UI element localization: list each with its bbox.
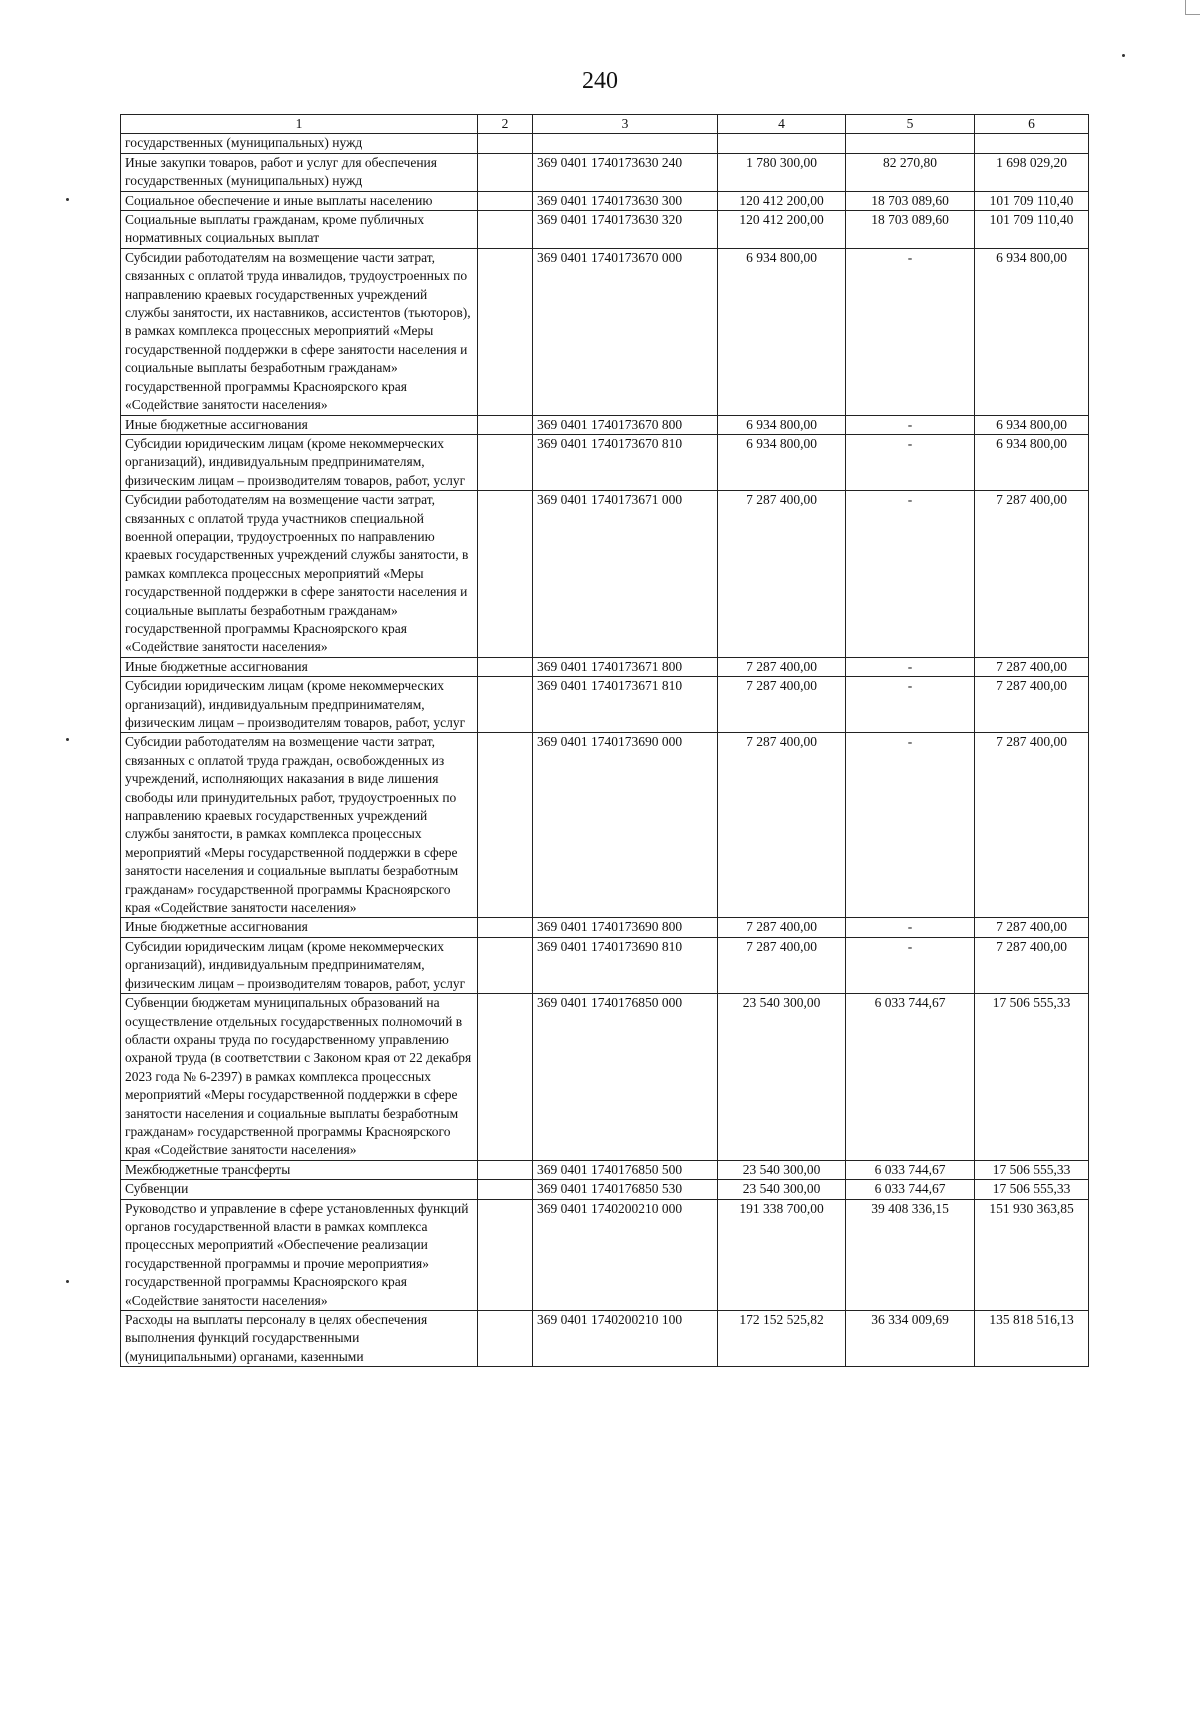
remaining-amount-cell: 151 930 363,85: [975, 1199, 1089, 1310]
remaining-amount-cell: 17 506 555,33: [975, 994, 1089, 1161]
approved-amount-cell: 6 934 800,00: [718, 434, 846, 490]
table-row: [121, 415, 1089, 434]
row-col2-cell: [478, 248, 533, 415]
row-col2-cell: [478, 1180, 533, 1199]
page-edge-mark: [1185, 0, 1200, 15]
table-row: [121, 1311, 1089, 1367]
approved-amount-cell: 23 540 300,00: [718, 994, 846, 1161]
remaining-amount-cell: 101 709 110,40: [975, 191, 1089, 210]
remaining-amount-cell: 7 287 400,00: [975, 677, 1089, 733]
row-col2-cell: [478, 211, 533, 249]
row-name-cell: Межбюджетные трансферты: [121, 1160, 478, 1179]
scan-speck: [66, 1280, 69, 1283]
executed-amount-cell: -: [846, 918, 975, 937]
row-name-cell: Иные бюджетные ассигнования: [121, 657, 478, 676]
row-col2-cell: [478, 677, 533, 733]
budget-code-cell: 369 0401 1740173670 810: [533, 434, 718, 490]
table-row: [121, 491, 1089, 658]
row-col2-cell: [478, 1311, 533, 1367]
executed-amount-cell: -: [846, 248, 975, 415]
budget-code-cell: 369 0401 1740173690 810: [533, 937, 718, 993]
executed-amount-cell: -: [846, 677, 975, 733]
executed-amount-cell: 6 033 744,67: [846, 1160, 975, 1179]
row-name-cell: Субсидии работодателям на возмещение части затрат, связанных с оплатой труда граждан, освобожденных из учреждений, исполняющих наказания в виде лишения свободы или принудительных работ, трудоустроенных по направлению краевых государственных учреждений службы занятости, в рамках комплекса процессных мероприятий «Меры государственной поддержки в сфере занятости населения и социальные выплаты безработным гражданам» государственной программы Красноярского края «Содействие занятости населения»: [121, 733, 478, 918]
budget-code-cell: 369 0401 1740173690 800: [533, 918, 718, 937]
remaining-amount-cell: 1 698 029,20: [975, 153, 1089, 191]
remaining-amount-cell: [975, 134, 1089, 153]
approved-amount-cell: [718, 134, 846, 153]
table-row: [121, 733, 1089, 918]
executed-amount-cell: 36 334 009,69: [846, 1311, 975, 1367]
executed-amount-cell: 6 033 744,67: [846, 994, 975, 1161]
executed-amount-cell: -: [846, 434, 975, 490]
budget-code-cell: 369 0401 1740176850 530: [533, 1180, 718, 1199]
budget-code-cell: 369 0401 1740173630 320: [533, 211, 718, 249]
budget-code-cell: 369 0401 1740173671 000: [533, 491, 718, 658]
row-col2-cell: [478, 937, 533, 993]
scan-speck: [66, 198, 69, 201]
row-col2-cell: [478, 1199, 533, 1310]
column-header: 1: [121, 115, 478, 134]
remaining-amount-cell: 17 506 555,33: [975, 1160, 1089, 1179]
page-number: 240: [582, 68, 618, 94]
executed-amount-cell: 39 408 336,15: [846, 1199, 975, 1310]
row-name-cell: Социальные выплаты гражданам, кроме публичных нормативных социальных выплат: [121, 211, 478, 249]
approved-amount-cell: 6 934 800,00: [718, 248, 846, 415]
approved-amount-cell: 7 287 400,00: [718, 657, 846, 676]
budget-code-cell: 369 0401 1740173630 240: [533, 153, 718, 191]
remaining-amount-cell: 6 934 800,00: [975, 415, 1089, 434]
row-name-cell: Субсидии работодателям на возмещение части затрат, связанных с оплатой труда инвалидов, трудоустроенных по направлению краевых государственных учреждений службы занятости, их наставников, ассистентов (тьюторов), в рамках комплекса процессных мероприятий «Меры государственной поддержки в сфере занятости населения и социальные выплаты безработным гражданам» государственной программы Красноярского края «Содействие занятости населения»: [121, 248, 478, 415]
remaining-amount-cell: 6 934 800,00: [975, 434, 1089, 490]
approved-amount-cell: 7 287 400,00: [718, 937, 846, 993]
remaining-amount-cell: 7 287 400,00: [975, 918, 1089, 937]
table-row: [121, 937, 1089, 993]
row-name-cell: Субсидии работодателям на возмещение части затрат, связанных с оплатой труда участников специальной военной операции, трудоустроенных по направлению краевых государственных учреждений службы занятости, в рамках комплекса процессных мероприятий «Меры государственной поддержки в сфере занятости населения и социальные выплаты безработным гражданам» государственной программы Красноярского края «Содействие занятости населения»: [121, 491, 478, 658]
executed-amount-cell: 18 703 089,60: [846, 211, 975, 249]
row-col2-cell: [478, 491, 533, 658]
remaining-amount-cell: 7 287 400,00: [975, 733, 1089, 918]
approved-amount-cell: 6 934 800,00: [718, 415, 846, 434]
remaining-amount-cell: 17 506 555,33: [975, 1180, 1089, 1199]
row-name-cell: Иные закупки товаров, работ и услуг для обеспечения государственных (муниципальных) нужд: [121, 153, 478, 191]
table-row: [121, 1180, 1089, 1199]
scan-speck: [66, 738, 69, 741]
remaining-amount-cell: 7 287 400,00: [975, 491, 1089, 658]
executed-amount-cell: 6 033 744,67: [846, 1180, 975, 1199]
table-row: [121, 994, 1089, 1161]
row-name-cell: Субсидии юридическим лицам (кроме некоммерческих организаций), индивидуальным предпринимателям, физическим лицам – производителям товаров, работ, услуг: [121, 677, 478, 733]
row-name-cell: государственных (муниципальных) нужд: [121, 134, 478, 153]
row-name-cell: Субсидии юридическим лицам (кроме некоммерческих организаций), индивидуальным предпринимателям, физическим лицам – производителям товаров, работ, услуг: [121, 937, 478, 993]
approved-amount-cell: 172 152 525,82: [718, 1311, 846, 1367]
budget-code-cell: 369 0401 1740173670 000: [533, 248, 718, 415]
remaining-amount-cell: 101 709 110,40: [975, 211, 1089, 249]
budget-code-cell: 369 0401 1740173690 000: [533, 733, 718, 918]
table-row: [121, 153, 1089, 191]
column-header: 4: [718, 115, 846, 134]
approved-amount-cell: 7 287 400,00: [718, 491, 846, 658]
row-name-cell: Руководство и управление в сфере установленных функций органов государственной власти в рамках комплекса процессных мероприятий «Обеспечение реализации государственной программы и прочие мероприятия» государственной программы Красноярского края «Содействие занятости населения»: [121, 1199, 478, 1310]
row-col2-cell: [478, 994, 533, 1161]
approved-amount-cell: 7 287 400,00: [718, 918, 846, 937]
row-name-cell: Субвенции бюджетам муниципальных образований на осуществление отдельных государственных полномочий в области охраны труда по государственному управлению охраной труда (в соответствии с Законом края от 22 декабря 2023 года № 6-2397) в рамках комплекса процессных мероприятий «Меры государственной поддержки в сфере занятости населения и социальные выплаты безработным гражданам» государственной программы Красноярского края «Содействие занятости населения»: [121, 994, 478, 1161]
row-col2-cell: [478, 153, 533, 191]
table-row: [121, 1160, 1089, 1179]
table-row: [121, 1199, 1089, 1310]
approved-amount-cell: 191 338 700,00: [718, 1199, 846, 1310]
budget-code-cell: [533, 134, 718, 153]
approved-amount-cell: 23 540 300,00: [718, 1160, 846, 1179]
row-col2-cell: [478, 415, 533, 434]
approved-amount-cell: 120 412 200,00: [718, 211, 846, 249]
executed-amount-cell: -: [846, 415, 975, 434]
row-col2-cell: [478, 134, 533, 153]
table-row: [121, 248, 1089, 415]
table-row: [121, 657, 1089, 676]
approved-amount-cell: 7 287 400,00: [718, 677, 846, 733]
column-header: 6: [975, 115, 1089, 134]
budget-code-cell: 369 0401 1740173630 300: [533, 191, 718, 210]
row-name-cell: Иные бюджетные ассигнования: [121, 918, 478, 937]
budget-code-cell: 369 0401 1740176850 000: [533, 994, 718, 1161]
executed-amount-cell: 18 703 089,60: [846, 191, 975, 210]
remaining-amount-cell: 7 287 400,00: [975, 657, 1089, 676]
table-row: [121, 134, 1089, 153]
budget-code-cell: 369 0401 1740173671 800: [533, 657, 718, 676]
row-name-cell: Субвенции: [121, 1180, 478, 1199]
row-col2-cell: [478, 657, 533, 676]
column-header: 2: [478, 115, 533, 134]
column-header: 5: [846, 115, 975, 134]
executed-amount-cell: [846, 134, 975, 153]
row-col2-cell: [478, 191, 533, 210]
table-row: [121, 434, 1089, 490]
column-header: 3: [533, 115, 718, 134]
approved-amount-cell: 7 287 400,00: [718, 733, 846, 918]
budget-code-cell: 369 0401 1740200210 100: [533, 1311, 718, 1367]
executed-amount-cell: 82 270,80: [846, 153, 975, 191]
executed-amount-cell: -: [846, 733, 975, 918]
approved-amount-cell: 23 540 300,00: [718, 1180, 846, 1199]
table-row: [121, 677, 1089, 733]
row-name-cell: Иные бюджетные ассигнования: [121, 415, 478, 434]
table-row: [121, 211, 1089, 249]
budget-code-cell: 369 0401 1740173671 810: [533, 677, 718, 733]
table-row: [121, 191, 1089, 210]
row-name-cell: Субсидии юридическим лицам (кроме некоммерческих организаций), индивидуальным предпринимателям, физическим лицам – производителям товаров, работ, услуг: [121, 434, 478, 490]
budget-code-cell: 369 0401 1740200210 000: [533, 1199, 718, 1310]
approved-amount-cell: 1 780 300,00: [718, 153, 846, 191]
header-row: [121, 115, 1089, 134]
row-name-cell: Социальное обеспечение и иные выплаты населению: [121, 191, 478, 210]
executed-amount-cell: -: [846, 657, 975, 676]
row-col2-cell: [478, 1160, 533, 1179]
row-col2-cell: [478, 434, 533, 490]
budget-table: [120, 114, 1089, 1367]
approved-amount-cell: 120 412 200,00: [718, 191, 846, 210]
budget-code-cell: 369 0401 1740176850 500: [533, 1160, 718, 1179]
budget-code-cell: 369 0401 1740173670 800: [533, 415, 718, 434]
remaining-amount-cell: 7 287 400,00: [975, 937, 1089, 993]
executed-amount-cell: -: [846, 491, 975, 658]
scan-speck: [1122, 54, 1125, 57]
row-col2-cell: [478, 733, 533, 918]
remaining-amount-cell: 6 934 800,00: [975, 248, 1089, 415]
executed-amount-cell: -: [846, 937, 975, 993]
row-name-cell: Расходы на выплаты персоналу в целях обеспечения выполнения функций государственными (муниципальными) органами, казенными: [121, 1311, 478, 1367]
table-row: [121, 918, 1089, 937]
row-col2-cell: [478, 918, 533, 937]
remaining-amount-cell: 135 818 516,13: [975, 1311, 1089, 1367]
